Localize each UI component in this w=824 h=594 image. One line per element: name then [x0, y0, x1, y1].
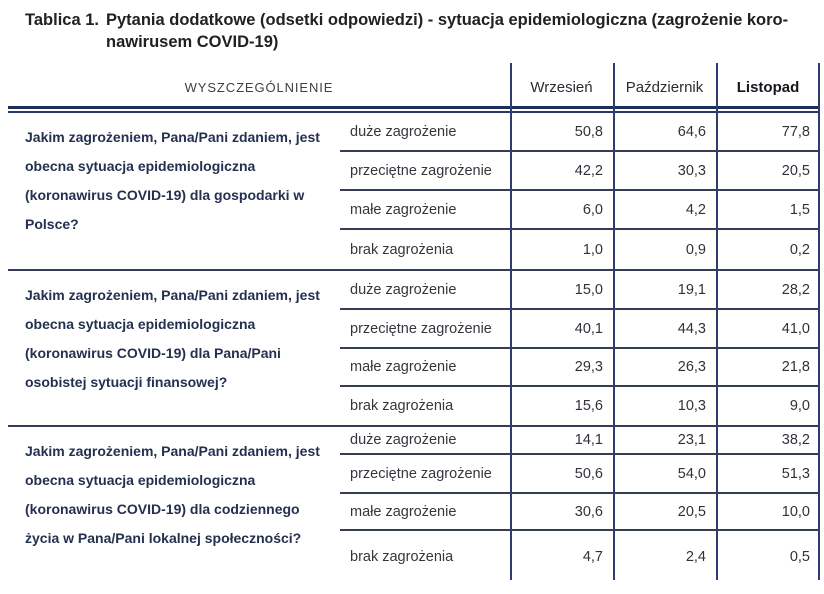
value-cell: 10,3 [677, 398, 706, 414]
value-cell: 42,2 [510, 152, 613, 191]
value-cell: 0,2 [789, 241, 810, 258]
answer-label: brak zagrożenia [350, 549, 454, 565]
col-header-pazdziernik: Październik [625, 78, 704, 96]
table-title [0, 0, 824, 53]
value-cell: 41,0 [716, 310, 820, 349]
value-cell: 44,3 [613, 310, 716, 349]
value-cell: 40,1 [510, 310, 613, 349]
answer-label: przeciętne zagrożenie [340, 455, 510, 494]
value-cell: 0,9 [685, 241, 706, 258]
value-cell: 64,6 [613, 113, 716, 152]
value-cell: 50,6 [510, 455, 613, 494]
vertical-gridline [716, 63, 718, 580]
value-cell: 4,7 [582, 549, 603, 565]
value-cell: 26,3 [613, 349, 716, 387]
value-cell: 15,6 [574, 398, 603, 414]
answer-label: brak zagrożenia [350, 241, 454, 258]
question-block-local-life [8, 425, 820, 583]
col-header-listopad: Listopad [736, 78, 800, 96]
answer-label: przeciętne zagrożenie [340, 152, 510, 191]
data-table [8, 63, 820, 583]
question-cell: Jakim zagrożeniem, Pana/Pani zdaniem, jest obecna sytuacja epidemiologiczna (koronawirus COVID-19) dla codziennego życia w Pana/Pani lokalnej społeczności? [25, 443, 320, 546]
table-title-label: Tablica 1. [25, 11, 99, 29]
value-cell: 21,8 [716, 349, 820, 387]
vertical-gridline [818, 63, 820, 580]
answer-label: duże zagrożenie [340, 427, 510, 455]
value-cell: 14,1 [510, 427, 613, 455]
answer-label: małe zagrożenie [340, 494, 510, 531]
value-cell: 15,0 [510, 271, 613, 310]
value-cell: 10,0 [716, 494, 820, 531]
col-header-wrzesien: Wrzesień [530, 78, 593, 96]
vertical-gridline [510, 63, 512, 580]
question-cell: Jakim zagrożeniem, Pana/Pani zdaniem, jest obecna sytuacja epidemiologiczna (koronawirus COVID-19) dla gospodarki w Polsce? [25, 129, 320, 232]
vertical-gridline [613, 63, 615, 580]
question-block-economy [8, 113, 820, 269]
answer-label: brak zagrożenia [350, 398, 454, 414]
value-cell: 20,5 [716, 152, 820, 191]
value-cell: 0,5 [789, 549, 810, 565]
table-title-text [106, 9, 788, 53]
spec-header-cell: WYSZCZEGÓLNIENIE [184, 79, 334, 95]
answer-label: małe zagrożenie [340, 349, 510, 387]
table-title-line-1: Pytania dodatkowe (odsetki odpowiedzi) - sytuacja epidemiologiczna (zagrożenie koro- [105, 11, 789, 29]
table-title-line-2: nawirusem COVID-19) [105, 33, 279, 51]
answer-label: duże zagrożenie [340, 113, 510, 152]
value-cell: 23,1 [613, 427, 716, 455]
value-cell: 38,2 [716, 427, 820, 455]
header-row [8, 63, 820, 106]
value-cell: 19,1 [613, 271, 716, 310]
value-cell: 51,3 [716, 455, 820, 494]
value-cell: 77,8 [716, 113, 820, 152]
value-cell: 20,5 [613, 494, 716, 531]
value-cell: 50,8 [510, 113, 613, 152]
answer-label: małe zagrożenie [340, 191, 510, 230]
answer-label: duże zagrożenie [340, 271, 510, 310]
question-cell: Jakim zagrożeniem, Pana/Pani zdaniem, jest obecna sytuacja epidemiologiczna (koronawirus COVID-19) dla Pana/Pani osobistej sytuacji finansowej? [25, 287, 320, 390]
value-cell: 2,4 [685, 549, 706, 565]
value-cell: 4,2 [613, 191, 716, 230]
value-cell: 30,6 [510, 494, 613, 531]
value-cell: 54,0 [613, 455, 716, 494]
value-cell: 6,0 [510, 191, 613, 230]
value-cell: 9,0 [789, 398, 810, 414]
value-cell: 29,3 [510, 349, 613, 387]
value-cell: 30,3 [613, 152, 716, 191]
value-cell: 1,5 [716, 191, 820, 230]
value-cell: 28,2 [716, 271, 820, 310]
answer-label: przeciętne zagrożenie [340, 310, 510, 349]
header-double-rule [8, 106, 820, 113]
question-block-finances [8, 269, 820, 425]
value-cell: 1,0 [582, 241, 603, 258]
